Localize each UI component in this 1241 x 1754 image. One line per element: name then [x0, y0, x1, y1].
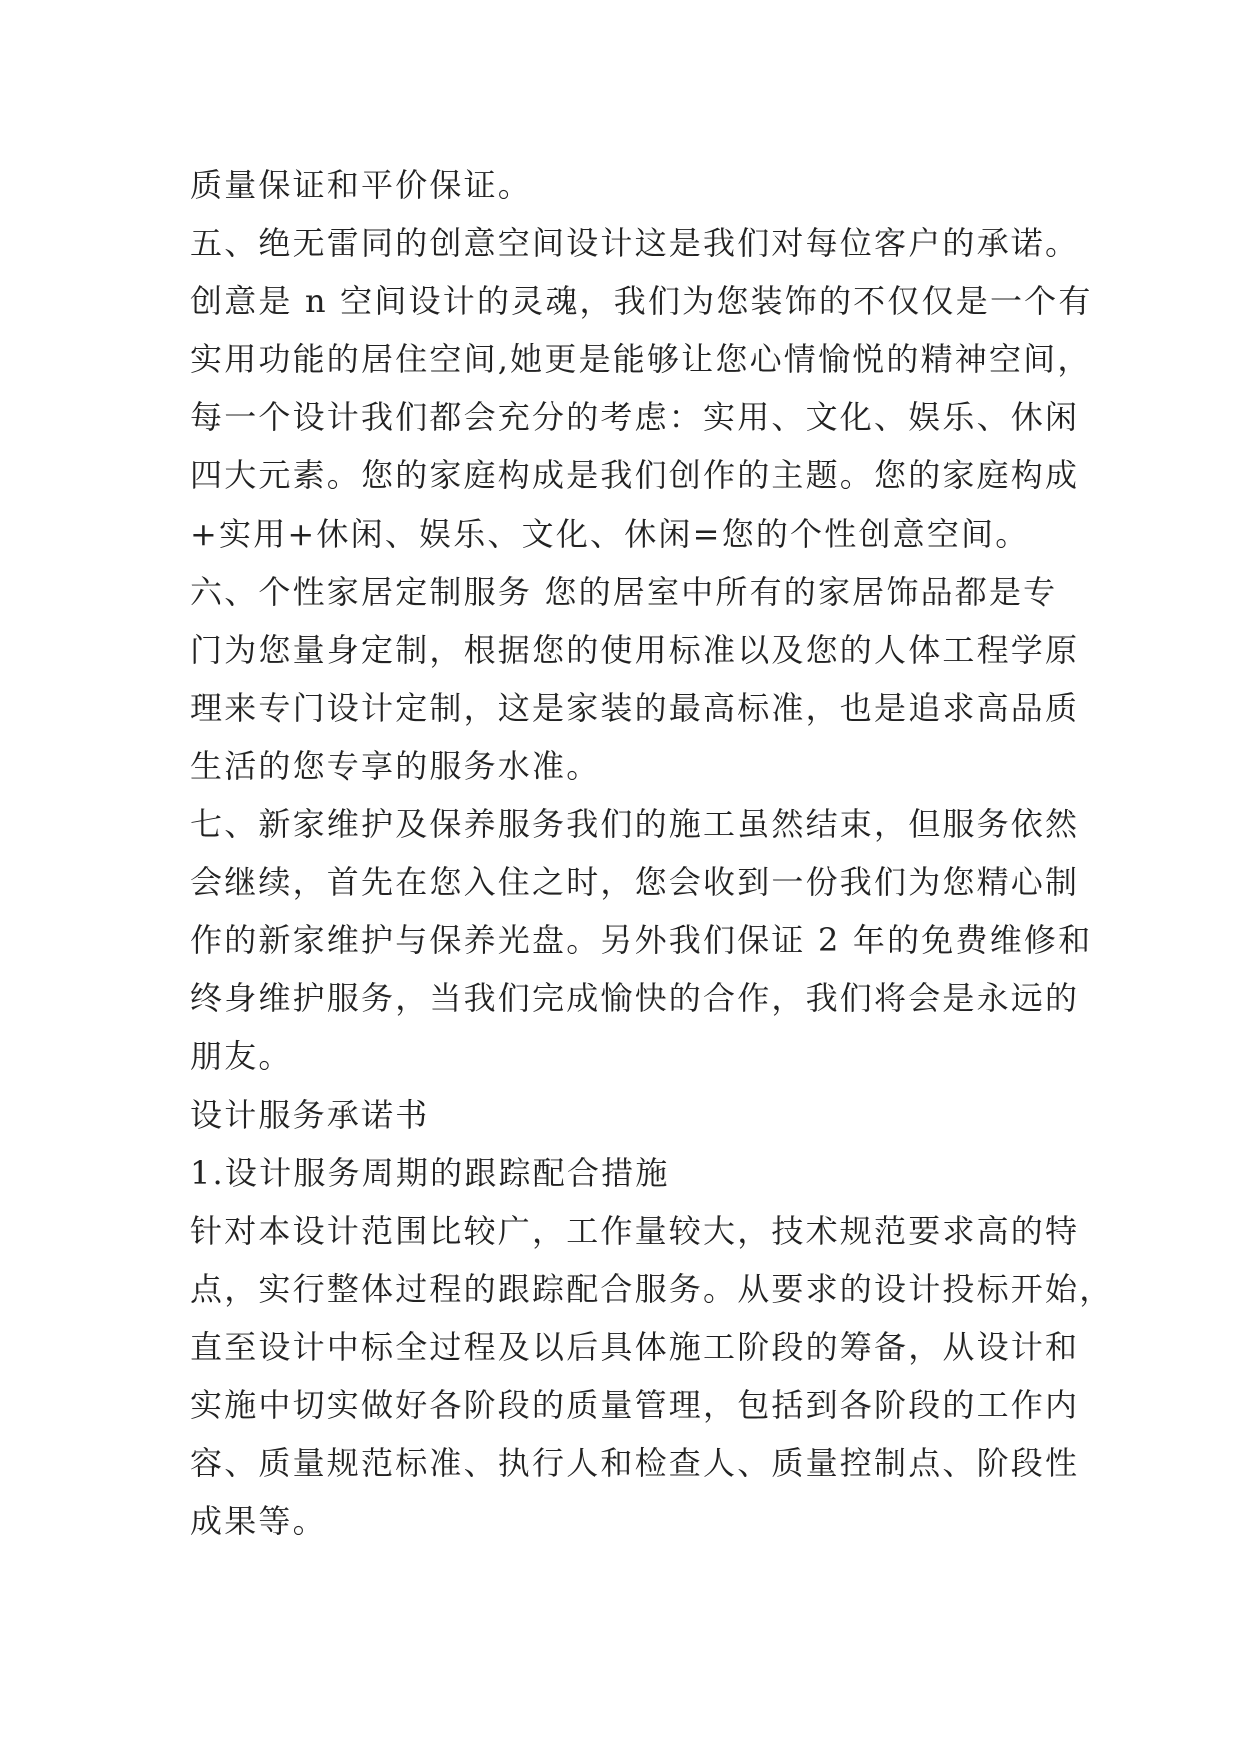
text-line: 实施中切实做好各阶段的质量管理，包括到各阶段的工作内	[190, 1385, 1080, 1424]
text-line: 朋友。	[190, 1037, 293, 1076]
text-line: 生活的您专享的服务水准。	[190, 746, 601, 785]
text-line: 成果等。	[190, 1502, 327, 1541]
text-line: 每一个设计我们都会充分的考虑：实用、文化、娱乐、休闲	[190, 398, 1080, 437]
text-line: 创意是 n 空间设计的灵魂，我们为您装饰的不仅仅是一个有	[190, 282, 1093, 321]
text-line: 直至设计中标全过程及以后具体施工阶段的筹备，从设计和	[190, 1327, 1080, 1366]
text-line: 四大元素。您的家庭构成是我们创作的主题。您的家庭构成	[190, 456, 1080, 495]
text-line: 作的新家维护与保养光盘。另外我们保证 2 年的免费维修和	[190, 921, 1093, 960]
section-heading: 设计服务承诺书	[190, 1095, 430, 1134]
text-line: +实用+休闲、娱乐、文化、休闲=您的个性创意空间。	[190, 514, 1030, 553]
text-line: 五、绝无雷同的创意空间设计这是我们对每位客户的承诺。	[190, 224, 1080, 263]
text-line: 理来专门设计定制，这是家装的最高标准，也是追求高品质	[190, 688, 1080, 727]
document-body	[190, 156, 1114, 1550]
subsection-heading: 1.设计服务周期的跟踪配合措施	[190, 1153, 670, 1192]
text-line: 终身维护服务，当我们完成愉快的合作，我们将会是永远的	[190, 979, 1080, 1018]
text-line: 门为您量身定制，根据您的使用标准以及您的人体工程学原	[190, 630, 1080, 669]
text-line: 容、质量规范标准、执行人和检查人、质量控制点、阶段性	[190, 1444, 1080, 1483]
text-line: 会继续，首先在您入住之时，您会收到一份我们为您精心制	[190, 863, 1080, 902]
text-line: 针对本设计范围比较广，工作量较大，技术规范要求高的特	[190, 1211, 1080, 1250]
text-line: 质量保证和平价保证。	[190, 166, 533, 204]
text-line: 实用功能的居住空间,她更是能够让您心情愉悦的精神空间，	[190, 340, 1092, 379]
text-line: 点，实行整体过程的跟踪配合服务。从要求的设计投标开始，	[190, 1269, 1114, 1308]
text-line: 七、新家维护及保养服务我们的施工虽然结束，但服务依然	[190, 805, 1080, 844]
text-line: 六、个性家居定制服务 您的居室中所有的家居饰品都是专	[190, 572, 1058, 611]
